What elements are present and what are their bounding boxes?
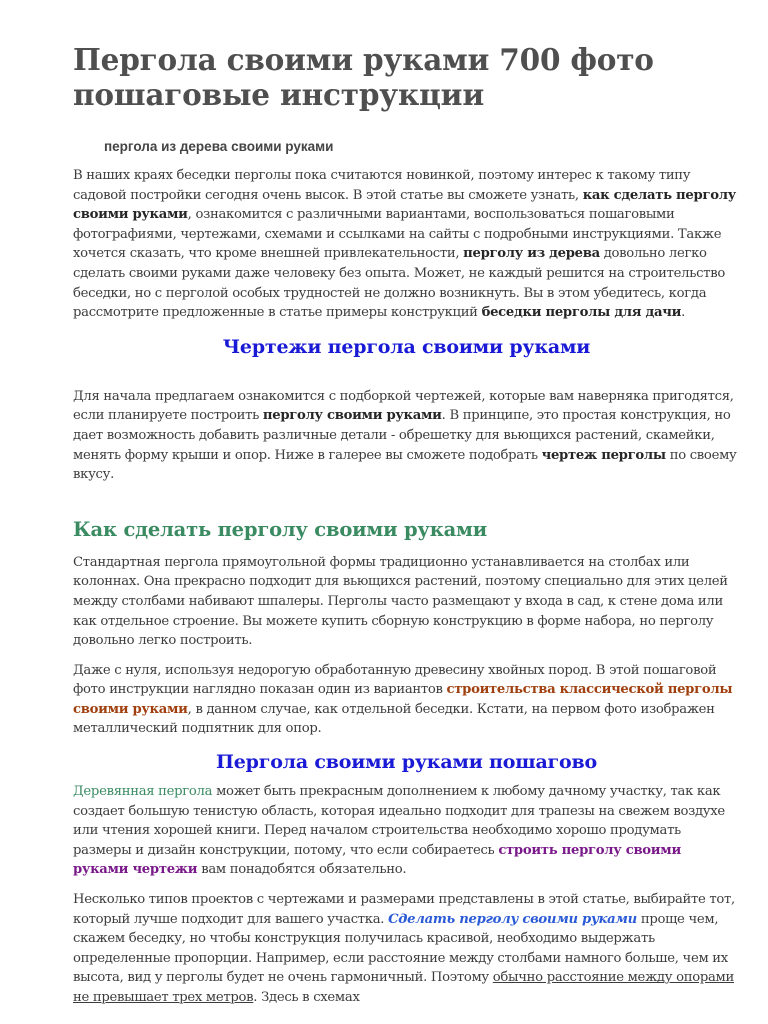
intro-text-2: , ознакомится с различными вариантами, воспользоваться пошаговыми фотографиями, чертежами, схемами и ссылками на сайты с подробными инструкциями. Также хочется сказать, что кроме внешней привлекательности,: [73, 207, 722, 262]
intro-bold-1: как сделать перголу своими руками: [73, 187, 736, 223]
section-heading-drawings: Чертежи пергола своими руками: [222, 335, 591, 358]
article-title: Пергола своими руками 700 фото пошаговые инструкции: [73, 42, 654, 112]
step-paragraph-1: [73, 782, 740, 880]
support-distance-underline: обычно расстояние между опорами не превышает трех метров: [73, 970, 734, 1005]
how-to-text-1: Даже с нуля, используя недорогую обработанную древесину хвойных пород. В этой пошаговой фото инструкции наглядно показан один из вариантов: [73, 662, 717, 698]
intro-bold-3: беседки перголы для дачи: [481, 305, 682, 321]
how-to-paragraph-1: Стандартная пергола прямоугольной формы традиционно устанавливается на столбах или колоннах. Она прекрасно подходит для вьющихся растений, поэтому специально для этих целей между столбами набивают шпалеры. Перголы часто размещают у входа в сад, к стене дома или как отдельное строение. Вы можете купить сборную конструкцию в форме набора, но перголу довольно легко построить.: [73, 554, 728, 649]
intro-bold-2: перголу из дерева: [463, 246, 600, 262]
step-text-2: вам понадобятся обязательно.: [197, 862, 407, 878]
step-text-3: Несколько типов проектов с чертежами и размерами представлены в этой статье, выбирайте тот, который лучше подходит для вашего участка.: [73, 892, 735, 927]
drawings-text-1: Для начала предлагаем ознакомится с подборкой чертежей, которые вам наверняка пригодятся, если планируете построить: [73, 388, 734, 424]
step-paragraph-2: [73, 890, 740, 1008]
drawings-text-2: . В принципе, это простая конструкция, но дает возможность добавить различные детали - обрешетку для вьющихся растений, скамейки, менять форму крыши и опор. Ниже в галерее вы сможете подобрать: [73, 408, 731, 463]
intro-text-4: .: [681, 305, 686, 321]
intro-text-1: В наших краях беседки перголы пока считаются новинкой, поэтому интерес к такому типу садовой постройки сегодня очень высок. В этой статье вы сможете узнать,: [73, 168, 691, 203]
wooden-pergola-link[interactable]: Деревянная пергола: [73, 784, 213, 800]
step-text-5: . Здесь в схемах: [253, 990, 360, 1005]
build-pergola-drawings-link[interactable]: строить перголу своими руками чертежи: [73, 842, 681, 878]
how-to-paragraph-2: [73, 661, 740, 739]
make-pergola-link[interactable]: Сделать перголу своими руками: [388, 911, 637, 927]
intro-paragraph: [73, 166, 740, 323]
drawings-text-3: по своему вкусу.: [73, 447, 737, 483]
image-caption: пергола из дерева своими руками: [104, 139, 334, 154]
drawings-paragraph: [73, 387, 740, 485]
drawings-bold-1: перголу своими руками: [262, 408, 442, 424]
classic-pergola-link[interactable]: строительства классической перголы своими руками: [73, 682, 733, 717]
step-text-4: проще чем, скажем беседку, но чтобы конструкция получилась красивой, необходимо выдержать определенные пропорции. Например, если расстояние между столбами намного больше, чем их высота, вид у перголы будет не очень гармоничный. Поэтому: [73, 911, 728, 986]
intro-text-3: довольно легко сделать своими руками даже человеку без опыта. Может, не каждый решится на строительство беседки, но с перголой особых трудностей не должно возникнуть. Вы в этом убедитесь, когда рассмотрите предложенные в статье примеры конструкций: [73, 246, 725, 321]
section-heading-step-by-step: Пергола своими руками пошагово: [216, 751, 597, 774]
how-to-text-2: , в данном случае, как отдельной беседки. Кстати, на первом фото изображен металлический подпятник для опор.: [73, 701, 715, 737]
section-heading-how-to: Как сделать перголу своими руками: [73, 517, 488, 541]
step-text-1: может быть прекрасным дополнением к любому дачному участку, так как создает большую тенистую область, которая идеально подходит для трапезы на свежем воздухе или чтения хорошей книги. Перед началом строительства необходимо хорошо продумать размеры и дизайн конструкции, потому, что если собираетесь: [73, 784, 725, 858]
drawings-bold-2: чертеж перголы: [541, 447, 666, 463]
